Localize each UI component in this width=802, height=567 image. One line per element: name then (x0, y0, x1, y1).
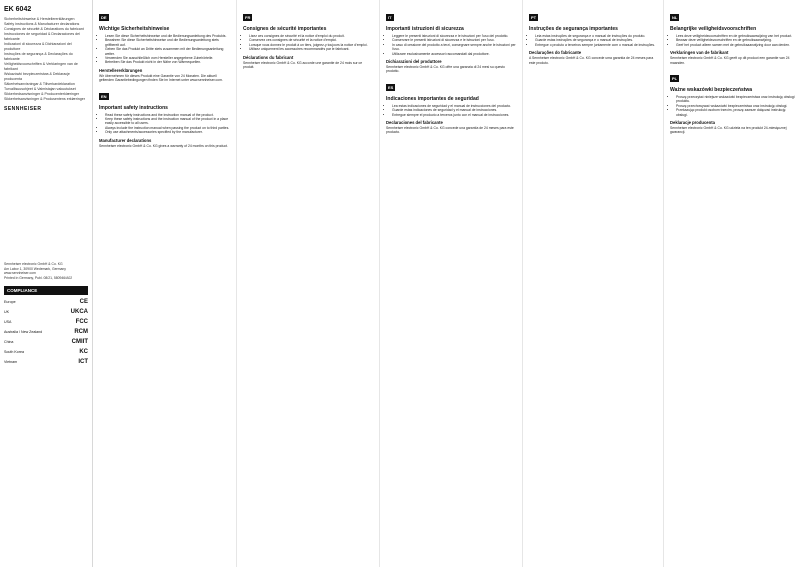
region-name: Australia / New Zealand (4, 330, 43, 334)
subsection-title: Verklaringen van de fabrikant (670, 50, 729, 56)
address-line: www.sennheiser.com (4, 271, 36, 275)
language-entry: Turvallisuusohjeet & Valmistajan vakuutukset (4, 87, 76, 91)
cover-column (0, 0, 93, 567)
section-title: Belangrijke veiligheidsvoorschriften (670, 26, 757, 32)
subsection-title: Déclarations du fabricant (243, 54, 294, 60)
language-entry: Veiligheidsvoorschriften & Verklaringen van de fabrikant (4, 62, 78, 71)
safety-item: • Lorsque vous donnez le produit à un tiers, joignez-y toujours la notice d'emploi. (249, 43, 374, 47)
ukca-mark-icon: UKCA (70, 309, 88, 315)
safety-list (386, 34, 517, 56)
region-name: Vietnam (4, 360, 18, 364)
safety-list (99, 34, 231, 65)
paragraph: Sennheiser electronic GmbH & Co. KG geeft op dit product een garantie van 24 maanden. (670, 56, 790, 65)
language-tag: NL (672, 15, 678, 20)
safety-item: • Guarde estas instruções de segurança e o manual de instruções. (535, 38, 658, 42)
paragraph: Wir übernehmen für dieses Produkt eine Garantie von 24 Monaten. Die aktuell geltenden Garantiebedingungen finden Sie im Internet unter www.sennheiser.com. (99, 73, 223, 83)
language-tag: PL (672, 76, 678, 82)
language-entry: Safety instructions & Manufacturer declarations (4, 22, 80, 26)
language-tag: FR (245, 15, 251, 20)
language-entry: Säkerhetsanvisningar & Tillverkardeklaration (4, 82, 75, 86)
section-title: Wichtige Sicherheitshinweise (99, 26, 170, 32)
compliance-region (4, 359, 88, 365)
language-tag: DE (101, 15, 107, 20)
language-entry: Sicherheitshinweise & Herstellererklärungen (4, 17, 75, 21)
compliance-region (4, 299, 88, 305)
compliance-region (4, 329, 88, 335)
subsection-title: Declaraciones del fabricante (386, 120, 443, 126)
ce-mark-icon: CE (79, 299, 88, 305)
safety-item: • Bewaar deze veiligheidsvoorschriften en de gebruiksaanwijzing. (676, 38, 797, 42)
safety-list (529, 34, 658, 47)
safety-item: • Geben Sie das Produkt an Dritte stets zusammen mit der Bedienungsanleitung weiter. (105, 47, 231, 56)
safety-item: • Bewahren Sie diese Sicherheitshinweise und die Bedienungsanleitung stets griffbereit auf. (105, 38, 231, 47)
region-name: USA (4, 320, 12, 324)
paragraph: Sennheiser electronic GmbH & Co. KG udziela na ten produkt 24-miesięcznej gwarancji. (670, 126, 787, 135)
safety-item: • Geef het product alleen samen met de gebruiksaanwijzing door aan derden. (676, 43, 797, 47)
safety-item: • Proszę przechowywać wskazówki bezpieczeństwa oraz instrukcję obsługi. (676, 104, 797, 108)
safety-item: • Lisez ces consignes de sécurité et la notice d'emploi du produit. (249, 34, 374, 38)
safety-item: • Lesen Sie diese Sicherheitshinweise und die Bedienungsanleitung des Produkts. (105, 34, 231, 38)
safety-item: • Read these safety instructions and the instruction manual of the product. (105, 113, 231, 117)
subsection-title: Declarações do fabricante (529, 50, 582, 56)
language-entry: Consignes de sécurité & Déclarations du fabricant (4, 27, 84, 31)
address-line: Sennheiser electronic GmbH & Co. KG (4, 262, 63, 266)
compliance-region (4, 319, 88, 325)
compliance-region (4, 309, 88, 315)
compliance-region (4, 339, 88, 345)
ict-mark-icon: ICT (78, 359, 88, 365)
paragraph: Sennheiser electronic GmbH & Co. KG concede una garantía de 24 meses para este producto. (386, 126, 514, 135)
text-column-pt (524, 0, 664, 567)
section-title: Ważne wskazówki bezpieczeństwa (670, 87, 753, 94)
compliance-header: COMPLIANCE (4, 286, 88, 295)
section-title: Instruções de segurança importantes (529, 26, 618, 32)
safety-item: • Entregue siempre el producto a terceros junto con el manual de instrucciones. (392, 113, 517, 117)
section-title: Consignes de sécurité importantes (243, 26, 327, 32)
manufacturer-address (4, 262, 88, 280)
kc-mark-icon: KC (79, 349, 88, 355)
text-column-de-en (94, 0, 237, 567)
language-tag: IT (388, 15, 392, 20)
product-title: EK 6042 (4, 6, 32, 13)
compliance-region (4, 349, 88, 355)
safety-item: • In caso di cessione del prodotto a terzi, consegnare sempre anche le istruzioni per l'uso. (392, 43, 517, 52)
safety-list (243, 34, 374, 52)
safety-item: • Betreiben Sie das Produkt nicht in der Nähe von Wärmequellen. (105, 60, 231, 64)
language-entry: Wskazówki bezpieczeństwa & Deklaracje producenta (4, 72, 70, 81)
safety-item: • Utilizzare esclusivamente accessori raccomandati dal produttore. (392, 52, 517, 56)
safety-item: • Always include the instruction manual when passing the product on to third parties. (105, 126, 231, 130)
address-line: Printed in Germany, Publ. 08/21, 580946/A02 (4, 275, 73, 280)
rcm-mark-icon: RCM (74, 329, 88, 335)
safety-item: • Lea estas indicaciones de seguridad y el manual de instrucciones del producto. (392, 104, 517, 108)
cmiit-mark-icon: CMIIT (71, 339, 88, 345)
section-title: Important safety instructions (99, 104, 168, 111)
region-name: UK (4, 310, 9, 314)
address-line: Am Labor 1, 30900 Wedemark, Germany (4, 266, 66, 271)
safety-item: • Guarde estas indicaciones de seguridad y el manual de instrucciones. (392, 108, 517, 112)
paragraph: A Sennheiser electronic GmbH & Co. KG concede uma garantia de 24 meses para este produto. (529, 56, 654, 65)
safety-item: • Keep these safety instructions and the instruction manual of the product in a place easily accessible to all users. (105, 117, 231, 126)
safety-list (670, 34, 797, 47)
safety-list (670, 95, 797, 117)
language-list (4, 17, 88, 102)
language-entry: Instrucciones de seguridad & Declaraciones del fabricante (4, 32, 80, 41)
safety-item: • Utilisez uniquement les accessoires recommandés par le fabricant. (249, 47, 374, 51)
language-tag: ES (388, 84, 394, 90)
safety-list (99, 113, 231, 135)
subsection-title: Herstellererklärungen (99, 67, 143, 73)
brand-logo: SENNHEISER (4, 106, 42, 112)
subsection-title: Dichiarazioni del produttore (386, 59, 442, 65)
safety-item: • Verwenden Sie ausschließlich vom Hersteller angegebene Zubehörteile. (105, 56, 231, 60)
paragraph: Sennheiser electronic GmbH & Co. KG offre una garanzia di 24 mesi su questo prodotto. (386, 65, 505, 74)
fcc-mark-icon: FCC (75, 319, 88, 325)
text-column-it-es (381, 0, 523, 567)
language-tag: EN (101, 93, 107, 99)
paragraph: Sennheiser electronic GmbH & Co. KG accorde une garantie de 24 mois sur ce produit. (243, 60, 363, 70)
safety-item: • Entregue o produto a terceiros sempre juntamente com o manual de instruções. (535, 43, 658, 47)
text-column-nl-pl (665, 0, 802, 567)
safety-item: • Conservare le presenti istruzioni di sicurezza e le istruzioni per l'uso. (392, 38, 517, 42)
section-title: Indicaciones importantes de seguridad (386, 95, 479, 102)
safety-list (386, 104, 517, 117)
safety-item: • Lees deze veiligheidsvoorschriften en de gebruiksaanwijzing van het product. (676, 34, 797, 38)
language-tag: PT (531, 15, 537, 20)
safety-item: • Conservez ces consignes de sécurité et la notice d'emploi. (249, 38, 374, 42)
safety-item: • Leia estas instruções de segurança e o manual de instruções do produto. (535, 34, 658, 38)
safety-item: • Leggere le presenti istruzioni di sicurezza e le istruzioni per l'uso del prodotto. (392, 34, 517, 38)
region-name: South Korea (4, 350, 24, 354)
language-entry: Sikkerhetsanvisninger & Produsentens erklæringer (4, 97, 85, 101)
section-title: Importanti istruzioni di sicurezza (386, 26, 464, 32)
safety-item: • Przekazując produkt osobom trzecim, proszę zawsze dołączać instrukcję obsługi. (676, 108, 797, 117)
subsection-title: Deklaracje producenta (670, 120, 715, 126)
text-column-fr (238, 0, 380, 567)
region-name: Europe (4, 300, 16, 304)
subsection-title: Manufacturer declarations (99, 137, 152, 143)
language-entry: Instruções de segurança & Declarações do fabricante (4, 52, 73, 61)
language-entry: Sikkerhedsanvisninger & Producenterklæringer (4, 92, 80, 96)
safety-item: • Proszę przeczytać niniejsze wskazówki bezpieczeństwa oraz instrukcję obsługi produktu. (676, 95, 797, 104)
paragraph: Sennheiser electronic GmbH & Co. KG gives a warranty of 24 months on this product. (99, 143, 228, 148)
region-name: China (4, 340, 14, 344)
language-entry: Indicazioni di sicurezza & Dichiarazioni del produttore (4, 42, 72, 51)
safety-item: • Only use attachments/accessories specified by the manufacturer. (105, 130, 231, 134)
